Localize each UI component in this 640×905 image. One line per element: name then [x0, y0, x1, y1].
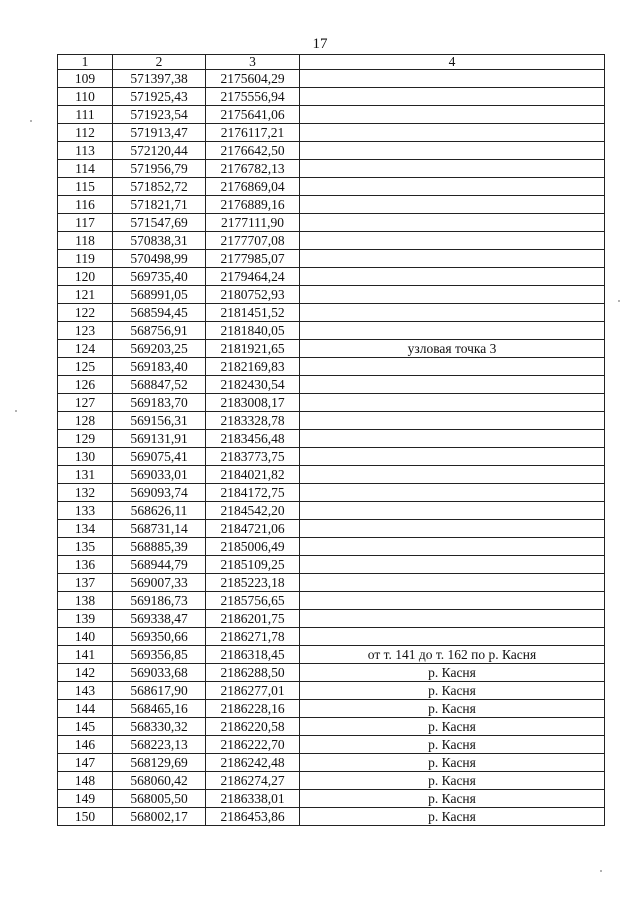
cell-point-number: 141 — [58, 646, 113, 664]
cell-y: 2186274,27 — [206, 772, 300, 790]
table-row — [58, 520, 605, 538]
cell-point-number: 112 — [58, 124, 113, 142]
cell-x: 568731,14 — [113, 520, 206, 538]
cell-point-number: 124 — [58, 340, 113, 358]
cell-x: 569093,74 — [113, 484, 206, 502]
cell-point-number: 131 — [58, 466, 113, 484]
cell-point-number: 150 — [58, 808, 113, 826]
cell-point-number: 130 — [58, 448, 113, 466]
cell-point-number: 149 — [58, 790, 113, 808]
table-row — [58, 412, 605, 430]
table-row — [58, 556, 605, 574]
cell-description: р. Касня — [300, 682, 605, 700]
cell-point-number: 125 — [58, 358, 113, 376]
cell-x: 571956,79 — [113, 160, 206, 178]
cell-description — [300, 196, 605, 214]
table-row — [58, 466, 605, 484]
cell-description: р. Касня — [300, 790, 605, 808]
cell-y: 2185109,25 — [206, 556, 300, 574]
cell-y: 2184172,75 — [206, 484, 300, 502]
cell-point-number: 148 — [58, 772, 113, 790]
cell-point-number: 114 — [58, 160, 113, 178]
cell-y: 2186338,01 — [206, 790, 300, 808]
table-row — [58, 736, 605, 754]
cell-point-number: 136 — [58, 556, 113, 574]
cell-x: 569735,40 — [113, 268, 206, 286]
cell-description — [300, 142, 605, 160]
cell-point-number: 137 — [58, 574, 113, 592]
cell-y: 2179464,24 — [206, 268, 300, 286]
cell-x: 568944,79 — [113, 556, 206, 574]
table-row — [58, 232, 605, 250]
table-row — [58, 502, 605, 520]
coordinates-table — [57, 54, 605, 826]
table-row — [58, 358, 605, 376]
scan-speck — [30, 120, 32, 122]
cell-x: 569356,85 — [113, 646, 206, 664]
cell-y: 2186277,01 — [206, 682, 300, 700]
table-row — [58, 592, 605, 610]
table-row — [58, 574, 605, 592]
cell-y: 2176782,13 — [206, 160, 300, 178]
table-row — [58, 70, 605, 88]
cell-x: 569131,91 — [113, 430, 206, 448]
cell-point-number: 116 — [58, 196, 113, 214]
table-row — [58, 682, 605, 700]
cell-description — [300, 124, 605, 142]
table-row — [58, 448, 605, 466]
cell-point-number: 117 — [58, 214, 113, 232]
cell-point-number: 118 — [58, 232, 113, 250]
cell-description — [300, 214, 605, 232]
cell-y: 2186201,75 — [206, 610, 300, 628]
table-row — [58, 286, 605, 304]
cell-y: 2184542,20 — [206, 502, 300, 520]
table-row — [58, 340, 605, 358]
header-cell-y: 3 — [206, 55, 300, 70]
table-body — [58, 70, 605, 826]
cell-point-number: 115 — [58, 178, 113, 196]
cell-description — [300, 88, 605, 106]
table-row — [58, 628, 605, 646]
cell-description: р. Касня — [300, 736, 605, 754]
cell-x: 569338,47 — [113, 610, 206, 628]
cell-point-number: 111 — [58, 106, 113, 124]
cell-point-number: 122 — [58, 304, 113, 322]
cell-description — [300, 394, 605, 412]
table-row — [58, 538, 605, 556]
cell-x: 568465,16 — [113, 700, 206, 718]
cell-y: 2181840,05 — [206, 322, 300, 340]
cell-y: 2186220,58 — [206, 718, 300, 736]
table-row — [58, 646, 605, 664]
cell-description — [300, 466, 605, 484]
header-cell-description: 4 — [300, 55, 605, 70]
cell-y: 2184021,82 — [206, 466, 300, 484]
cell-y: 2185006,49 — [206, 538, 300, 556]
cell-description — [300, 268, 605, 286]
cell-point-number: 127 — [58, 394, 113, 412]
table-row — [58, 430, 605, 448]
header-cell-x: 2 — [113, 55, 206, 70]
table-row — [58, 304, 605, 322]
cell-y: 2183456,48 — [206, 430, 300, 448]
table-row — [58, 718, 605, 736]
cell-x: 568626,11 — [113, 502, 206, 520]
cell-point-number: 113 — [58, 142, 113, 160]
cell-x: 571852,72 — [113, 178, 206, 196]
cell-point-number: 138 — [58, 592, 113, 610]
cell-x: 569156,31 — [113, 412, 206, 430]
cell-y: 2185223,18 — [206, 574, 300, 592]
table-row — [58, 196, 605, 214]
cell-point-number: 126 — [58, 376, 113, 394]
cell-description: р. Касня — [300, 808, 605, 826]
cell-description — [300, 556, 605, 574]
cell-y: 2186453,86 — [206, 808, 300, 826]
cell-description — [300, 232, 605, 250]
cell-x: 569183,40 — [113, 358, 206, 376]
cell-y: 2176889,16 — [206, 196, 300, 214]
cell-y: 2176642,50 — [206, 142, 300, 160]
cell-description — [300, 358, 605, 376]
cell-description — [300, 574, 605, 592]
cell-description: узловая точка 3 — [300, 340, 605, 358]
cell-description: р. Касня — [300, 754, 605, 772]
table-row — [58, 322, 605, 340]
cell-description — [300, 628, 605, 646]
cell-description — [300, 160, 605, 178]
table-row — [58, 664, 605, 682]
cell-x: 568594,45 — [113, 304, 206, 322]
cell-description — [300, 250, 605, 268]
scan-speck — [15, 410, 17, 412]
cell-description — [300, 286, 605, 304]
cell-point-number: 119 — [58, 250, 113, 268]
cell-x: 569183,70 — [113, 394, 206, 412]
cell-description — [300, 592, 605, 610]
cell-x: 571923,54 — [113, 106, 206, 124]
cell-x: 568129,69 — [113, 754, 206, 772]
table-row — [58, 772, 605, 790]
cell-point-number: 109 — [58, 70, 113, 88]
cell-point-number: 133 — [58, 502, 113, 520]
cell-y: 2186318,45 — [206, 646, 300, 664]
cell-x: 571913,47 — [113, 124, 206, 142]
cell-description — [300, 106, 605, 124]
cell-x: 568005,50 — [113, 790, 206, 808]
table-row — [58, 376, 605, 394]
cell-point-number: 139 — [58, 610, 113, 628]
cell-y: 2182169,83 — [206, 358, 300, 376]
cell-point-number: 142 — [58, 664, 113, 682]
cell-y: 2177985,07 — [206, 250, 300, 268]
cell-point-number: 121 — [58, 286, 113, 304]
cell-description — [300, 178, 605, 196]
table-row — [58, 250, 605, 268]
cell-y: 2176869,04 — [206, 178, 300, 196]
cell-point-number: 123 — [58, 322, 113, 340]
cell-point-number: 147 — [58, 754, 113, 772]
cell-x: 568991,05 — [113, 286, 206, 304]
cell-description — [300, 610, 605, 628]
cell-description: р. Касня — [300, 664, 605, 682]
table-row — [58, 88, 605, 106]
table-row — [58, 790, 605, 808]
page-number: 17 — [312, 36, 328, 52]
table-row — [58, 124, 605, 142]
cell-y: 2177707,08 — [206, 232, 300, 250]
cell-description: р. Касня — [300, 700, 605, 718]
cell-x: 568060,42 — [113, 772, 206, 790]
cell-y: 2186228,16 — [206, 700, 300, 718]
cell-y: 2183773,75 — [206, 448, 300, 466]
cell-y: 2176117,21 — [206, 124, 300, 142]
cell-point-number: 140 — [58, 628, 113, 646]
cell-description — [300, 304, 605, 322]
cell-y: 2180752,93 — [206, 286, 300, 304]
cell-description — [300, 376, 605, 394]
cell-y: 2184721,06 — [206, 520, 300, 538]
cell-y: 2181451,52 — [206, 304, 300, 322]
cell-x: 571925,43 — [113, 88, 206, 106]
table-header-row — [58, 55, 605, 70]
cell-y: 2181921,65 — [206, 340, 300, 358]
cell-x: 568330,32 — [113, 718, 206, 736]
cell-y: 2186271,78 — [206, 628, 300, 646]
table-row — [58, 142, 605, 160]
cell-x: 568617,90 — [113, 682, 206, 700]
cell-description — [300, 430, 605, 448]
cell-x: 569186,73 — [113, 592, 206, 610]
cell-description — [300, 412, 605, 430]
cell-x: 572120,44 — [113, 142, 206, 160]
cell-point-number: 144 — [58, 700, 113, 718]
cell-y: 2183328,78 — [206, 412, 300, 430]
cell-y: 2183008,17 — [206, 394, 300, 412]
header-cell-point-number: 1 — [58, 55, 113, 70]
cell-y: 2182430,54 — [206, 376, 300, 394]
cell-x: 569033,01 — [113, 466, 206, 484]
cell-y: 2175641,06 — [206, 106, 300, 124]
cell-description — [300, 520, 605, 538]
cell-x: 570838,31 — [113, 232, 206, 250]
cell-point-number: 146 — [58, 736, 113, 754]
cell-point-number: 128 — [58, 412, 113, 430]
cell-point-number: 135 — [58, 538, 113, 556]
cell-y: 2177111,90 — [206, 214, 300, 232]
cell-y: 2186242,48 — [206, 754, 300, 772]
cell-x: 568885,39 — [113, 538, 206, 556]
cell-description — [300, 484, 605, 502]
cell-y: 2175604,29 — [206, 70, 300, 88]
cell-description — [300, 70, 605, 88]
cell-description — [300, 322, 605, 340]
table-row — [58, 394, 605, 412]
cell-y: 2185756,65 — [206, 592, 300, 610]
cell-x: 569350,66 — [113, 628, 206, 646]
cell-point-number: 134 — [58, 520, 113, 538]
table-row — [58, 214, 605, 232]
scan-speck — [600, 870, 602, 872]
table-row — [58, 808, 605, 826]
cell-description — [300, 502, 605, 520]
cell-x: 569203,25 — [113, 340, 206, 358]
table-row — [58, 106, 605, 124]
cell-description — [300, 538, 605, 556]
coordinates-table-container — [57, 54, 604, 826]
cell-x: 568847,52 — [113, 376, 206, 394]
cell-description: р. Касня — [300, 772, 605, 790]
cell-x: 571547,69 — [113, 214, 206, 232]
cell-x: 568002,17 — [113, 808, 206, 826]
cell-description: от т. 141 до т. 162 по р. Касня — [300, 646, 605, 664]
cell-point-number: 132 — [58, 484, 113, 502]
table-row — [58, 160, 605, 178]
cell-point-number: 143 — [58, 682, 113, 700]
table-row — [58, 700, 605, 718]
cell-x: 569033,68 — [113, 664, 206, 682]
table-row — [58, 754, 605, 772]
cell-point-number: 120 — [58, 268, 113, 286]
cell-x: 571397,38 — [113, 70, 206, 88]
cell-description: р. Касня — [300, 718, 605, 736]
cell-x: 569007,33 — [113, 574, 206, 592]
table-row — [58, 268, 605, 286]
cell-x: 570498,99 — [113, 250, 206, 268]
cell-x: 568756,91 — [113, 322, 206, 340]
cell-point-number: 145 — [58, 718, 113, 736]
scan-speck — [618, 300, 620, 302]
cell-point-number: 129 — [58, 430, 113, 448]
table-row — [58, 484, 605, 502]
cell-x: 571821,71 — [113, 196, 206, 214]
cell-y: 2175556,94 — [206, 88, 300, 106]
table-row — [58, 178, 605, 196]
table-row — [58, 610, 605, 628]
cell-x: 569075,41 — [113, 448, 206, 466]
cell-x: 568223,13 — [113, 736, 206, 754]
cell-y: 2186288,50 — [206, 664, 300, 682]
cell-y: 2186222,70 — [206, 736, 300, 754]
cell-description — [300, 448, 605, 466]
cell-point-number: 110 — [58, 88, 113, 106]
